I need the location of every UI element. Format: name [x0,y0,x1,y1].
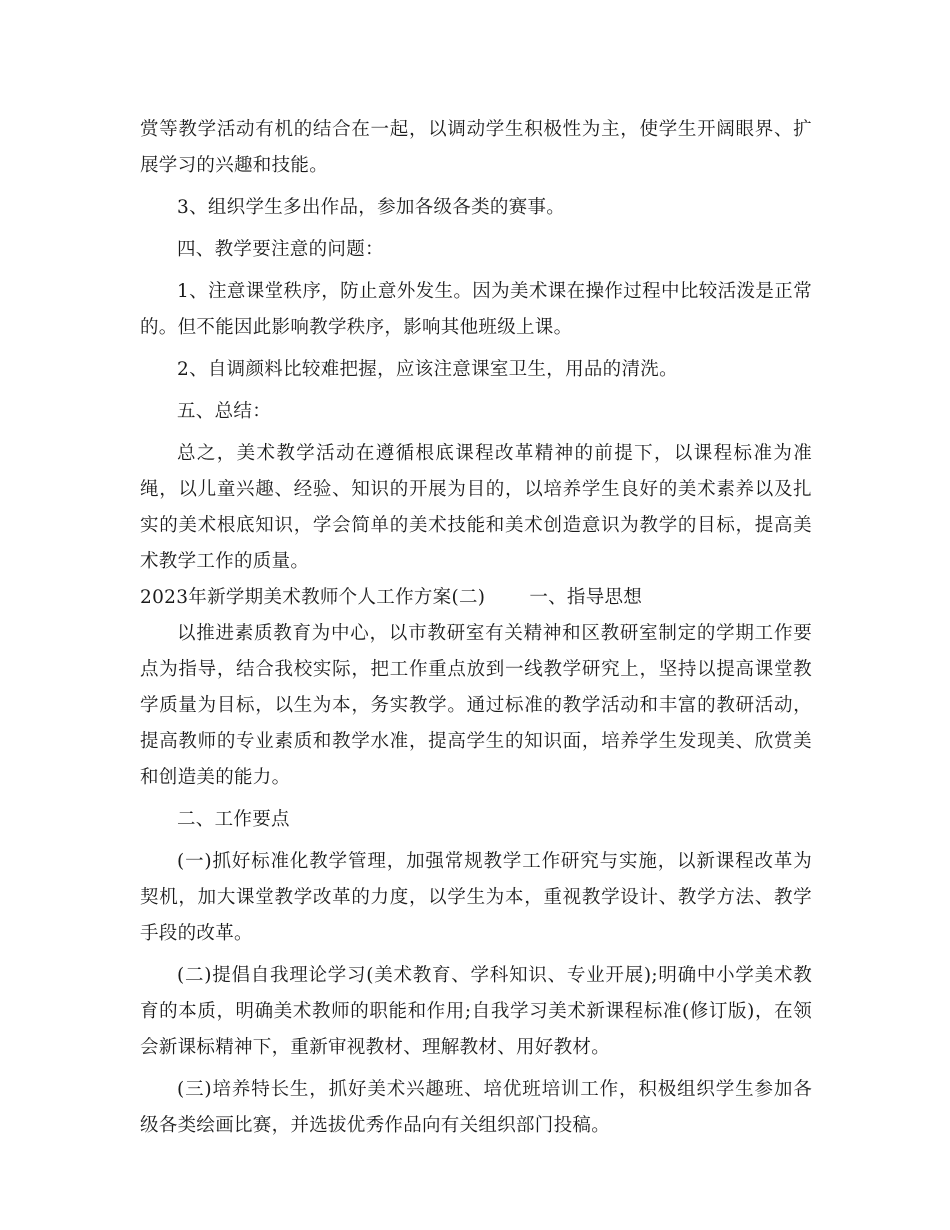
paragraph-point-2: (二)提倡自我理论学习(美术教育、学科知识、专业开展);明确中小学美术教育的本质，明确美术教师的职能和作用;自我学习美术新课程标准(修订版)，在领会新课标精神下，重新审视教材、理解教材、用好教材。 [140,965,812,1058]
document-title: 2023年新学期美术教师个人工作方案(二) [140,587,486,608]
paragraph-item-3: 3、组织学生多出作品，参加各级各类的赛事。 [177,197,566,218]
section-heading-four: 四、教学要注意的问题： [177,239,384,260]
document-body [140,112,812,1150]
paragraph-summary: 总之，美术教学活动在遵循根底课程改革精神的前提下，以课程标准为准绳，以儿童兴趣、经验、知识的开展为目的，以培养学生良好的美术素养以及扎实的美术根底知识，学会简单的美术技能和美术创造意识为教学的目标，提高美术教学工作的质量。 [140,443,812,572]
paragraph-continuation: 赏等教学活动有机的结合在一起，以调动学生积极性为主，使学生开阔眼界、扩展学习的兴趣和技能。 [140,119,812,176]
section-heading-one: 一、指导思想 [529,587,643,608]
paragraph-point-1: (一)抓好标准化教学管理，加强常规教学工作研究与实施，以新课程改革为契机，加大课堂教学改革的力度，以学生为本，重视教学设计、教学方法、教学手段的改革。 [140,851,812,944]
section-heading-five: 五、总结： [177,401,272,422]
section-heading-two: 二、工作要点 [177,809,290,830]
document-title-line [140,580,812,616]
paragraph-item-1: 1、注意课堂秩序，防止意外发生。因为美术课在操作过程中比较活泼是正常的。但不能因此影响教学秩序，影响其他班级上课。 [140,281,812,338]
paragraph-guiding-thought: 以推进素质教育为中心，以市教研室有关精神和区教研室制定的学期工作要点为指导，结合我校实际，把工作重点放到一线教学研究上，坚持以提高课堂教学质量为目标，以生为本，务实教学。通过标准的教学活动和丰富的教研活动，提高教师的专业素质和教学水准，提高学生的知识面，培养学生发现美、欣赏美和创造美的能力。 [140,623,812,788]
paragraph-point-3: (三)培养特长生，抓好美术兴趣班、培优班培训工作，积极组织学生参加各级各类绘画比赛，并选拔优秀作品向有关组织部门投稿。 [140,1079,812,1136]
paragraph-item-2: 2、自调颜料比较难把握，应该注意课室卫生，用品的清洗。 [177,359,678,380]
